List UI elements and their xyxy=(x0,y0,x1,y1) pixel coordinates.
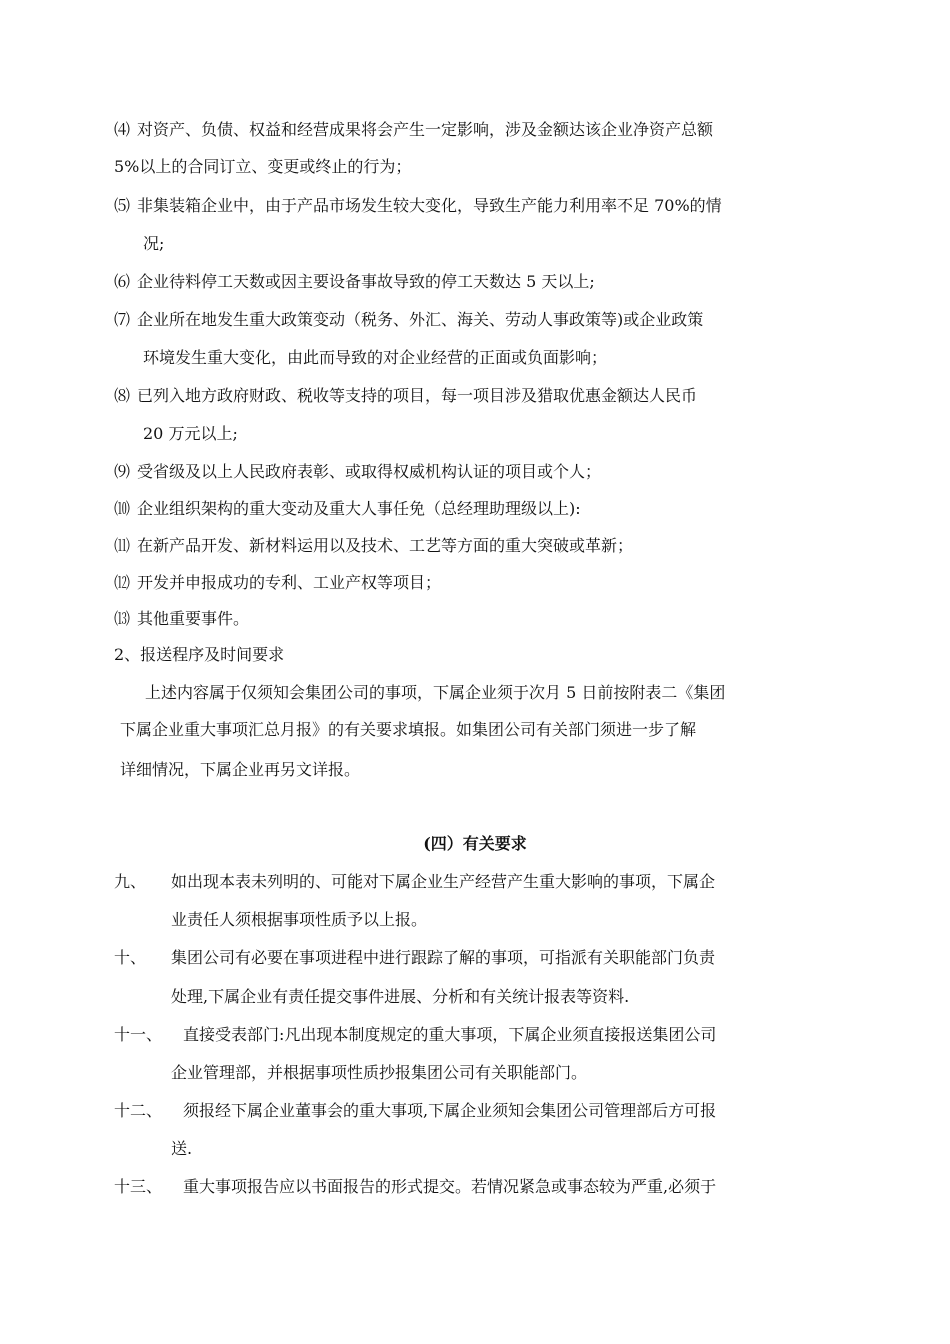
paragraph-text: 上述内容属于仅须知会集团公司的事项，下属企业须于次月 5 日前按附表二《集团 xyxy=(145,683,726,702)
item-marker: ⑼ xyxy=(114,462,131,481)
item-text: 业责任人须根据事项性质予以上报。 xyxy=(171,910,428,929)
item-text: 况; xyxy=(143,234,165,253)
section-heading-text: 2、报送程序及时间要求 xyxy=(114,645,285,664)
item-text: 在新产品开发、新材料运用以及技术、工艺等方面的重大突破或革新； xyxy=(137,536,634,555)
item-text: 企业待料停工天数或因主要设备事故导致的停工天数达 5 天以上; xyxy=(137,272,595,291)
item-marker: 十三、 xyxy=(114,1177,163,1196)
item-marker: ⑺ xyxy=(114,310,131,329)
item-marker: 九、 xyxy=(114,872,147,891)
paragraph-text: 下属企业重大事项汇总月报》的有关要求填报。如集团公司有关部门须进一步了解 xyxy=(120,720,697,739)
section-title: (四）有关要求 xyxy=(423,834,527,853)
item-text: 直接受表部门:凡出现本制度规定的重大事项，下属企业须直接报送集团公司 xyxy=(183,1025,717,1044)
item-text: 已列入地方政府财政、税收等支持的项目，每一项目涉及猎取优惠金额达人民币 xyxy=(137,386,698,405)
item-text: 20 万元以上; xyxy=(143,424,238,443)
item-text: 受省级及以上人民政府表彰、或取得权威机构认证的项目或个人； xyxy=(137,462,602,481)
item-text: 集团公司有必要在事项进程中进行跟踪了解的事项，可指派有关职能部门负责 xyxy=(171,948,716,967)
item-marker: ⒀ xyxy=(114,609,131,628)
item-text: 开发并申报成功的专利、工业产权等项目； xyxy=(137,573,442,592)
item-text: 处理,下属企业有责任提交事件进展、分析和有关统计报表等资料. xyxy=(171,987,630,1006)
item-text: 须报经下属企业董事会的重大事项,下属企业须知会集团公司管理部后方可报 xyxy=(183,1101,717,1120)
item-text: 非集装箱企业中，由于产品市场发生较大变化，导致生产能力利用率不足 70%的情 xyxy=(137,196,722,215)
item-marker: 十、 xyxy=(114,948,147,967)
item-marker: ⑷ xyxy=(114,120,131,139)
item-marker: 十一、 xyxy=(114,1025,163,1044)
item-text: 送. xyxy=(171,1139,193,1158)
item-text: 其他重要事件。 xyxy=(137,609,250,628)
item-text: 企业管理部，并根据事项性质抄报集团公司有关职能部门。 xyxy=(171,1063,588,1082)
item-marker: ⑽ xyxy=(114,499,131,518)
item-marker: ⑻ xyxy=(114,386,131,405)
item-marker: ⑿ xyxy=(114,573,131,592)
paragraph-text: 详细情况，下属企业再另文详报。 xyxy=(120,760,361,779)
item-text: 企业组织架构的重大变动及重大人事任免（总经理助理级以上): xyxy=(137,499,581,518)
item-marker: ⑾ xyxy=(114,536,131,555)
item-text: 环境发生重大变化，由此而导致的对企业经营的正面或负面影响； xyxy=(143,348,608,367)
item-marker: ⑹ xyxy=(114,272,131,291)
item-text: 重大事项报告应以书面报告的形式提交。若情况紧急或事态较为严重,必须于 xyxy=(183,1177,717,1196)
item-marker: ⑸ xyxy=(114,196,131,215)
item-text: 企业所在地发生重大政策变动（税务、外汇、海关、劳动人事政策等)或企业政策 xyxy=(137,310,704,329)
item-text: 对资产、负债、权益和经营成果将会产生一定影响，涉及金额达该企业净资产总额 xyxy=(137,120,714,139)
item-text: 5%以上的合同订立、变更或终止的行为； xyxy=(114,157,412,176)
item-text: 如出现本表未列明的、可能对下属企业生产经营产生重大影响的事项，下属企 xyxy=(171,872,716,891)
item-marker: 十二、 xyxy=(114,1101,163,1120)
